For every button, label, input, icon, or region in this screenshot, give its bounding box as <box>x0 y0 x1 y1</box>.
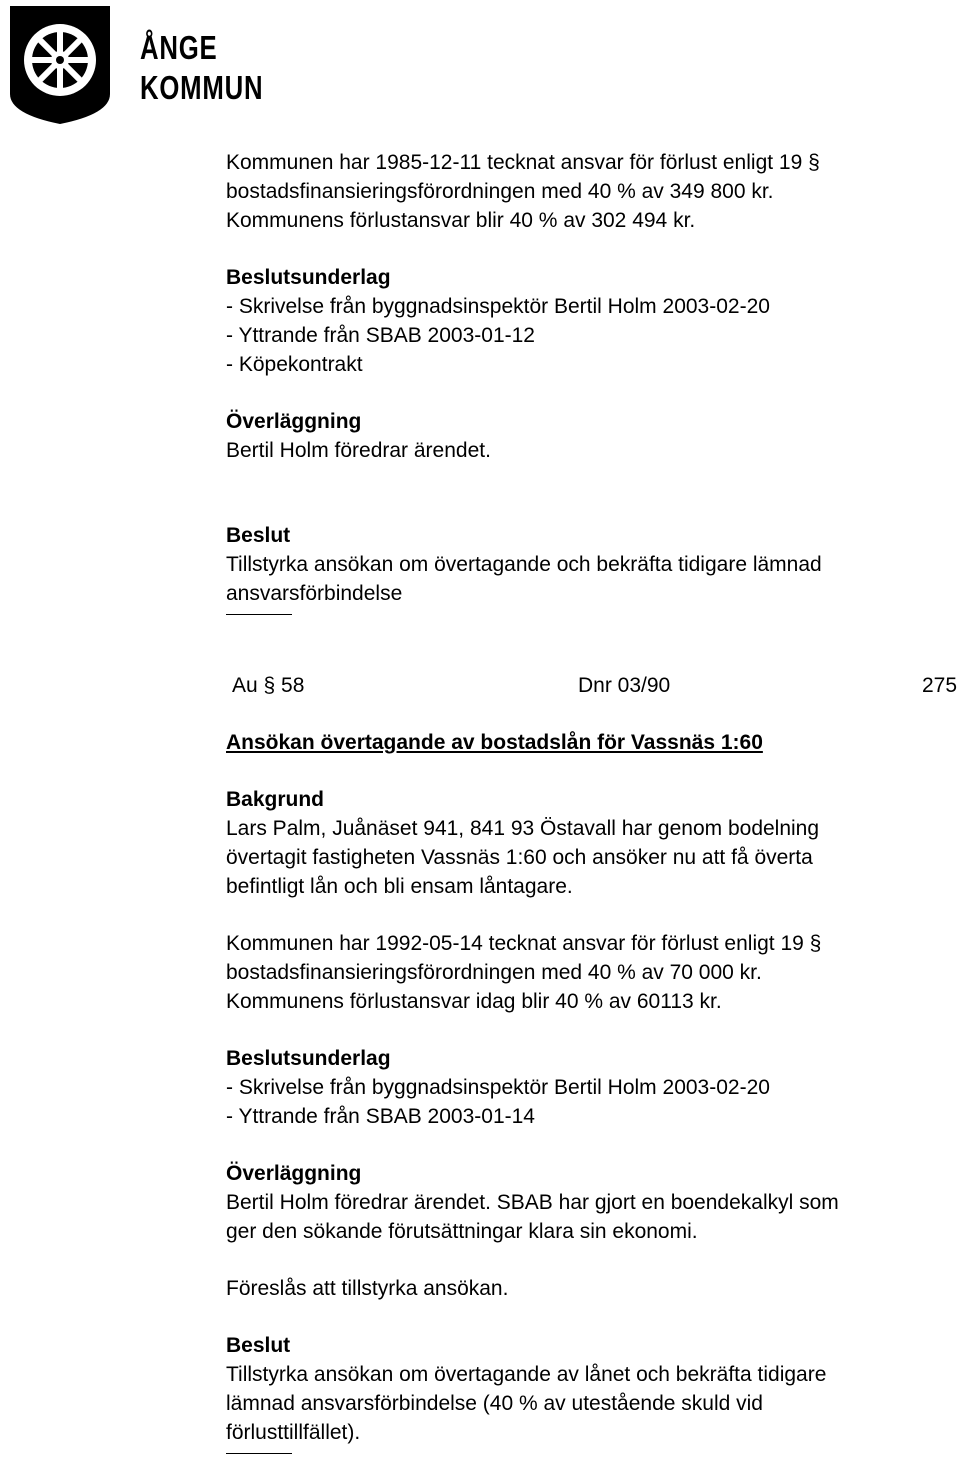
beslut-text: Tillstyrka ansökan om övertagande och bekräfta tidigare lämnad ansvarsförbindelse <box>226 553 822 605</box>
forslag-text: Föreslås att tillstyrka ansökan. <box>226 1277 509 1300</box>
intro-paragraph: Kommunen har 1985-12-11 tecknat ansvar för förlust enligt 19 § bostadsfinansieringsförordningen med 40 % av 349 800 kr. Kommunens förlustansvar blir 40 % av 302 494 kr. <box>226 151 820 232</box>
beslutsunderlag-heading: Beslutsunderlag <box>226 1047 391 1070</box>
brand-line-1: ÅNGE <box>140 29 218 66</box>
overlaggning-text: Bertil Holm föredrar ärendet. <box>226 439 491 462</box>
case-title: Ansökan övertagande av bostadslån för Vassnäs 1:60 <box>226 731 763 754</box>
overlaggning-heading: Överläggning <box>226 410 362 433</box>
beslut-text: Tillstyrka ansökan om övertagande av lånet och bekräfta tidigare lämnad ansvarsförbindelse (40 % av utestående skuld vid förlusttillfället). <box>226 1363 827 1444</box>
underlag-item: - Yttrande från SBAB 2003-01-14 <box>226 1105 535 1128</box>
paragraph-ref: Au § 58 <box>232 674 305 697</box>
section-divider <box>226 1453 292 1454</box>
overlaggning-heading: Överläggning <box>226 1162 362 1185</box>
page-number: 275 <box>922 674 958 697</box>
bakgrund-heading: Bakgrund <box>226 788 325 811</box>
dnr-number: Dnr 03/90 <box>578 674 671 697</box>
beslut-heading: Beslut <box>226 524 291 547</box>
paragraph-meta <box>232 671 956 700</box>
kommun-paragraph: Kommunen har 1992-05-14 tecknat ansvar för förlust enligt 19 § bostadsfinansieringsförordningen med 40 % av 70 000 kr. Kommunens förlustansvar idag blir 40 % av 60113 kr. <box>226 932 822 1013</box>
ange-kommun-logo <box>4 2 116 126</box>
underlag-item: - Skrivelse från byggnadsinspektör Bertil Holm 2003-02-20 <box>226 1076 770 1099</box>
overlaggning-text: Bertil Holm föredrar ärendet. SBAB har gjort en boendekalkyl som ger den sökande förutsättningar klara sin ekonomi. <box>226 1191 839 1243</box>
underlag-item: - Yttrande från SBAB 2003-01-12 <box>226 324 535 347</box>
brand-line-2: KOMMUN <box>140 69 264 106</box>
bakgrund-text: Lars Palm, Juånäset 941, 841 93 Östavall har genom bodelning övertagit fastigheten Vassnäs 1:60 och ansöker nu att få överta befintligt lån och bli ensam låntagare. <box>226 817 820 898</box>
brand-name <box>140 28 263 108</box>
document-body <box>226 148 956 1454</box>
beslutsunderlag-heading: Beslutsunderlag <box>226 266 391 289</box>
underlag-item: - Köpekontrakt <box>226 353 363 376</box>
beslut-heading: Beslut <box>226 1334 291 1357</box>
underlag-item: - Skrivelse från byggnadsinspektör Bertil Holm 2003-02-20 <box>226 295 770 318</box>
